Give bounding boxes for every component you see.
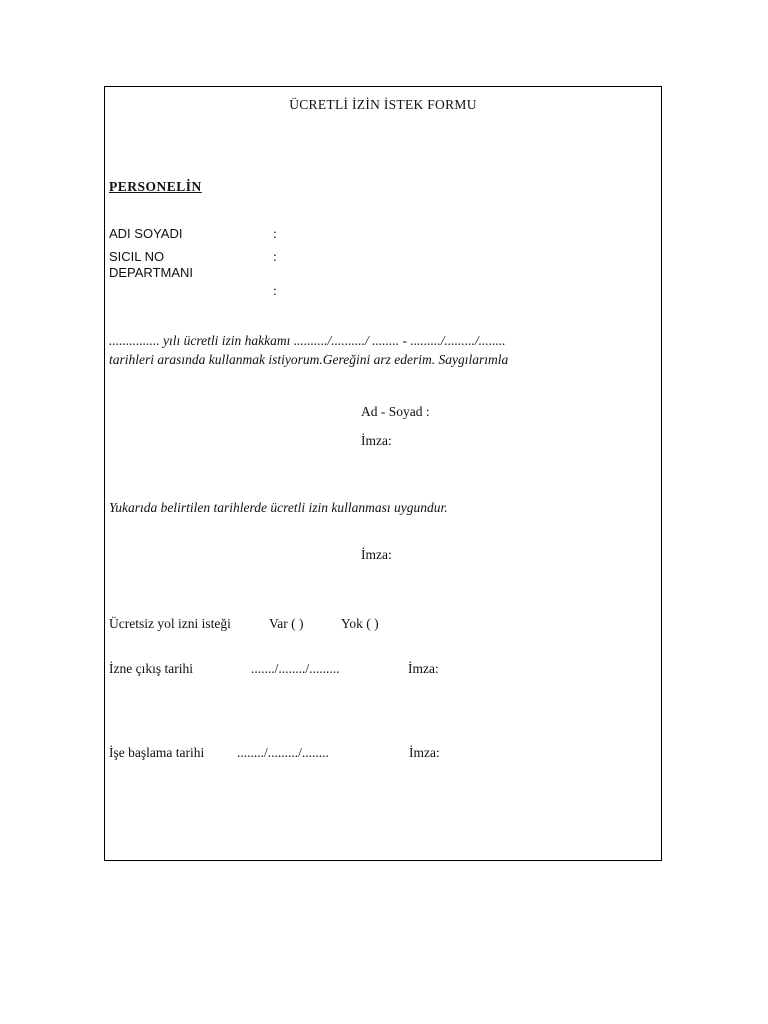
section-heading-personnel: PERSONELİN [109,179,202,194]
return-date-blank: ......../........./........ [237,745,329,760]
leave-start-date-blank: ......./......../......... [251,661,340,676]
sicil-colon: : [273,249,277,264]
name-colon: : [273,226,277,241]
leave-start-label: İzne çıkış tarihi [109,661,193,676]
return-signature-label: İmza: [409,745,440,760]
department-label: DEPARTMANI [109,265,194,280]
unpaid-leave-var-option: Var ( ) [269,616,304,631]
unpaid-leave-yok-option: Yok ( ) [341,616,379,631]
request-text-line2: tarihleri arasında kullanmak istiyorum.Gereğini arz ederim. Saygılarımla [109,352,509,367]
leave-start-signature-label: İmza: [408,661,439,676]
ad-soyad-label: Ad - Soyad : [361,404,430,419]
return-date-label: İşe başlama tarihi [109,745,205,760]
name-label: ADI SOYADI [109,226,183,241]
request-text-line1: ............... yılı ücretli izin hakkamı ........../........../ ........ - ........./........./........ [109,333,506,348]
sicil-label: SICIL NO [109,249,165,264]
department-colon: : [273,283,277,298]
signature-label-approver: İmza: [361,547,392,562]
form-frame [104,86,662,861]
approval-text: Yukarıda belirtilen tarihlerde ücretli izin kullanması uygundur. [109,500,448,515]
form-title: ÜCRETLİ İZİN İSTEK FORMU [289,97,477,112]
unpaid-leave-label: Ücretsiz yol izni isteği [109,616,231,631]
signature-label-requester: İmza: [361,433,392,448]
